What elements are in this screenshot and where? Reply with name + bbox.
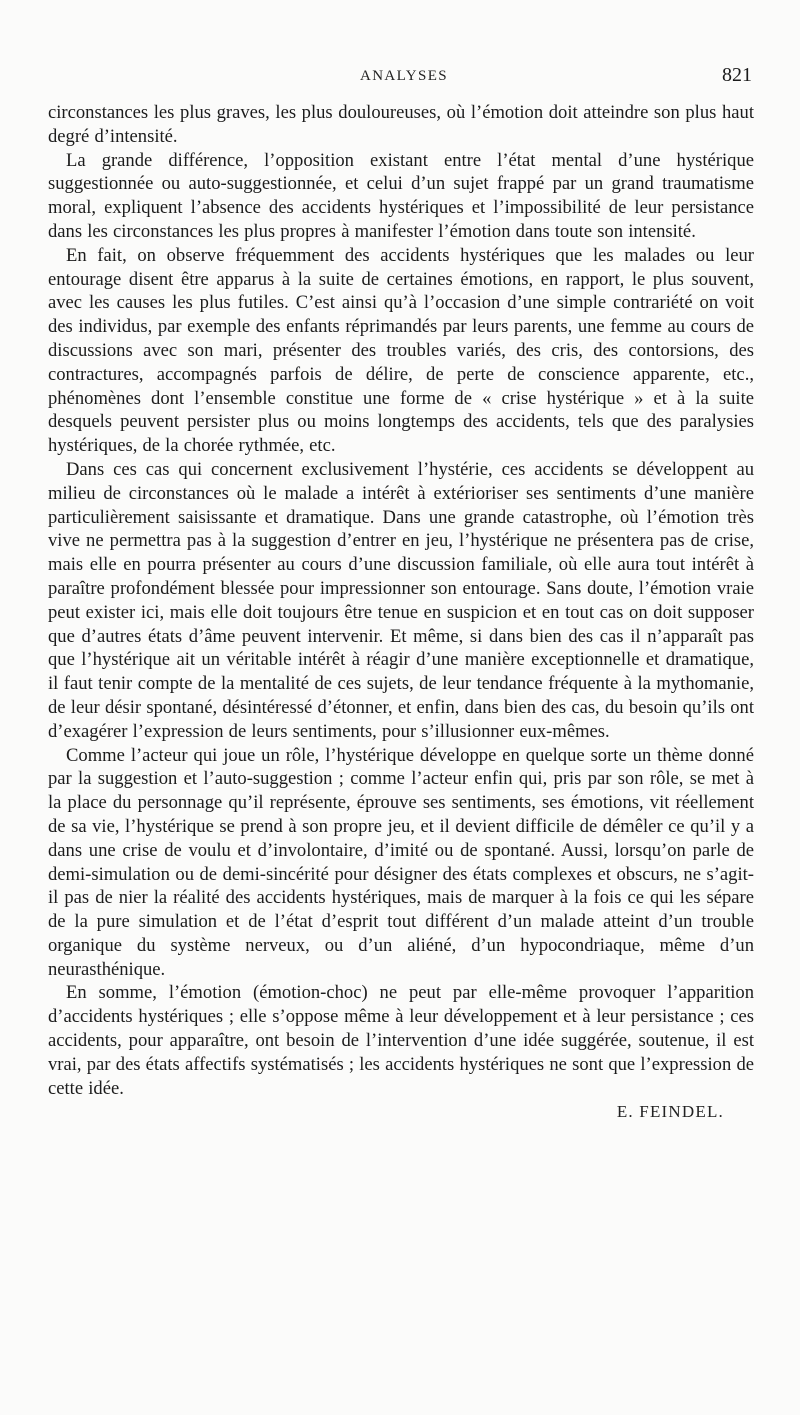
page-number: 821 — [722, 64, 752, 86]
running-header — [48, 64, 760, 90]
paragraph-en-somme: En somme, l’émotion (émotion-choc) ne peut par elle-même provoquer l’apparition d’accidents hystériques ; elle s’oppose même à leur développement et à leur persistance ; ces accidents, pour apparaître, ont besoin de l’intervention d’une idée suggérée, soutenue, il est vrai, par des états affectifs systématisés ; les accidents hystériques ne sont que l’expression de cette idée. — [48, 982, 754, 1099]
paragraph-dans-ces-cas: Dans ces cas qui concernent exclusivement l’hystérie, ces accidents se développent au milieu de circonstances où le malade a intérêt à extérioriser ses sentiments d’une manière particulièrement saisissante et dramatique. Dans une grande catastrophe, où l’émotion très vive ne permettra pas à la suggestion d’entrer en jeu, l’hystérique ne présentera pas de crise, mais elle en pourra présenter au cours d’une discussion familiale, où elle aura tout intérêt à paraître profondément blessée pour impressionner son entourage. Sans doute, l’émotion vraie peut exister ici, mais elle doit toujours être tenue en suspicion et en tout cas on doit supposer que d’autres états d’âme peuvent intervenir. Et même, si dans bien des cas il n’apparaît pas que l’hystérique ait un véritable intérêt à réagir d’une manière exceptionnelle et dramatique, il faut tenir compte de la mentalité de ces sujets, de leur tendance fréquente à la mythomanie, de leur désir spontané, désintéressé d’étonner, et enfin, dans bien des cas, du besoin qu’ils ont d’exagérer l’expression de leurs sentiments, pour s’illusionner eux-mêmes. — [48, 458, 754, 742]
paragraph-comme-l-acteur: Comme l’acteur qui joue un rôle, l’hystérique développe en quelque sorte un thème donné par la suggestion et l’auto-suggestion ; comme l’acteur enfin qui, pris par son rôle, se met à la place du personnage qu’il représente, éprouve ses sentiments, ses émotions, vit réellement de sa vie, l’hystérique se prend à son propre jeu, et il devient difficile de démêler ce qu’il y a dans une crise de voulu et d’involontaire, d’imité ou de spontané. Aussi, lorsqu’on parle de demi-simulation ou de demi-sincérité pour désigner des états complexes et obscurs, ne s’agit-il pas de nier la réalité des accidents hystériques, mais de marquer à la fois ce qui les sépare de la pure simulation et de l’état d’esprit tout différent d’un malade atteint d’un trouble organique du système nerveux, ou d’un aliéné, d’un hypocondriaque, même d’un neurasthénique. — [48, 744, 754, 980]
paragraph-en-fait: En fait, on observe fréquemment des accidents hystériques que les malades ou leur entourage disent être apparus à la suite de certaines émotions, en rapport, le plus souvent, avec les causes les plus futiles. C’est ainsi qu’à l’occasion d’une simple contrariété on voit des individus, par exemple des enfants réprimandés par leurs parents, une femme au cours de discussions avec son mari, présenter des troubles variés, des cris, des contorsions, des contractures, accompagnés parfois de délire, de perte de conscience apparente, etc., phénomènes dont l’ensemble constitue une forme de « crise hystérique » et à la suite desquels peuvent persister plus ou moins longtemps des accidents, tels que des paralysies hystériques, de la chorée rythmée, etc. — [48, 244, 754, 457]
paragraph-continuation: circonstances les plus graves, les plus douloureuses, où l’émotion doit atteindre son plus haut degré d’intensité. — [48, 102, 754, 147]
author-signature: E. FEINDEL. — [616, 1102, 724, 1122]
body-text — [48, 101, 754, 1124]
paragraph-grande-difference: La grande différence, l’opposition existant entre l’état mental d’une hystérique suggestionnée ou auto-suggestionnée, et celui d’un sujet frappé par un grand traumatisme moral, expliquent l’absence des accidents hystériques et l’impossibilité de leur persistance dans les circonstances les plus propres à manifester l’émotion dans toute son intensité. — [48, 149, 754, 242]
running-title: ANALYSES — [359, 68, 449, 84]
